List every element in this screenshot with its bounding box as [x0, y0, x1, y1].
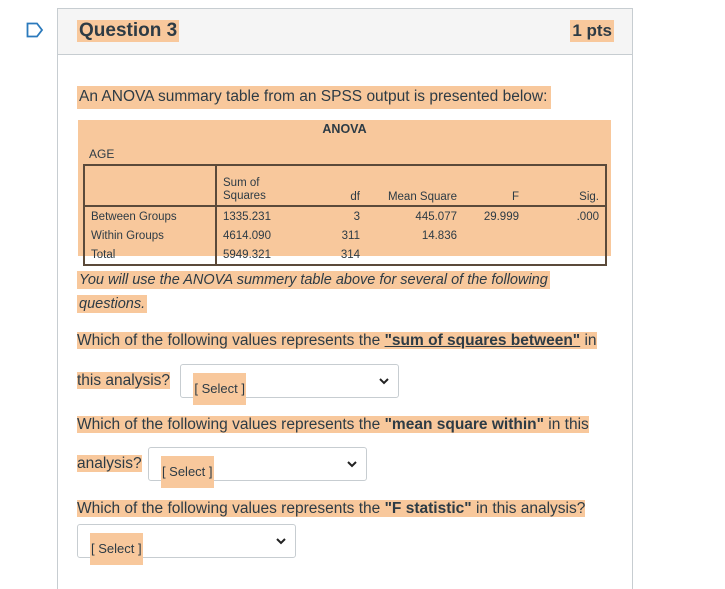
anova-header-blank [84, 165, 216, 206]
cell-sig: .000 [525, 206, 606, 226]
row-label: Between Groups [84, 206, 216, 226]
q3-emphasis: "F statistic" [384, 500, 472, 517]
q3-select[interactable] [77, 524, 296, 558]
cell-f [463, 245, 525, 265]
chevron-down-icon [378, 376, 390, 386]
chevron-down-icon [275, 536, 287, 546]
anova-header-sig: Sig. [525, 165, 606, 206]
anova-header-df: df [299, 165, 366, 206]
cell-ms [366, 245, 463, 265]
q2-emphasis: "mean square within" [384, 416, 544, 433]
anova-output [78, 120, 611, 261]
chevron-down-icon [346, 459, 358, 469]
anova-header-f: F [463, 165, 525, 206]
cell-ss: 5949.321 [223, 248, 271, 261]
flag-question-icon[interactable] [26, 22, 44, 38]
q1-emphasis: "sum of squares between" [384, 332, 581, 349]
q2-text [77, 416, 589, 433]
q2-pre: Which of the following values represents the [77, 416, 385, 433]
cell-sig [525, 226, 606, 245]
question-3 [77, 493, 617, 525]
row-label: Total [84, 245, 216, 265]
table-row [84, 226, 606, 245]
q2-select[interactable] [148, 447, 367, 481]
cell-f [463, 226, 525, 245]
q2-post: in this [543, 416, 589, 433]
anova-dependent-variable: AGE [89, 147, 115, 161]
cell-f: 29.999 [483, 210, 519, 223]
cell-ms: 445.077 [415, 210, 457, 223]
q3-text [77, 500, 585, 517]
cell-sig [525, 245, 606, 265]
anova-table [83, 164, 607, 266]
anova-title: ANOVA [322, 122, 367, 136]
q2-select-value: [ Select ] [161, 456, 214, 488]
cell-df: 314 [340, 248, 360, 261]
row-label: Within Groups [84, 226, 216, 245]
q1-select-value: [ Select ] [193, 373, 246, 405]
cell-ss: 1335.231 [223, 210, 271, 223]
table-row [84, 206, 606, 226]
anova-header-ms: Mean Square [366, 165, 463, 206]
q1-text [77, 332, 597, 349]
question-header [58, 9, 632, 55]
question-intro: An ANOVA summary table from an SPSS output is presented below: [77, 86, 551, 109]
cell-df: 311 [341, 229, 360, 242]
q1-select[interactable] [180, 364, 399, 398]
question-2-line2 [77, 447, 367, 481]
q1-pre: Which of the following values represents the [77, 332, 385, 349]
q3-pre: Which of the following values represents the [77, 500, 385, 517]
q3-post: in this analysis? [471, 500, 586, 517]
question-3-line2 [77, 524, 296, 558]
table-row [84, 245, 606, 265]
anova-header-ss: Sum of Squares [216, 165, 299, 206]
question-1 [77, 325, 617, 357]
question-title: Question 3 [79, 20, 178, 41]
note-line-2: questions. [79, 296, 146, 312]
q3-select-value: [ Select ] [90, 533, 143, 565]
q1-line2: this analysis? [77, 372, 171, 390]
note-line-1: You will use the ANOVA summery table above for several of the following [79, 272, 548, 288]
cell-ss: 4614.090 [223, 229, 271, 242]
q1-post: in [580, 332, 597, 349]
q2-line2: analysis? [77, 455, 142, 473]
question-points: 1 pts [572, 21, 612, 40]
question-card [57, 8, 633, 589]
instruction-note [77, 268, 577, 316]
question-1-line2 [77, 364, 399, 398]
cell-df: 3 [353, 210, 360, 223]
question-2 [77, 409, 617, 441]
cell-ms: 14.836 [421, 229, 457, 242]
